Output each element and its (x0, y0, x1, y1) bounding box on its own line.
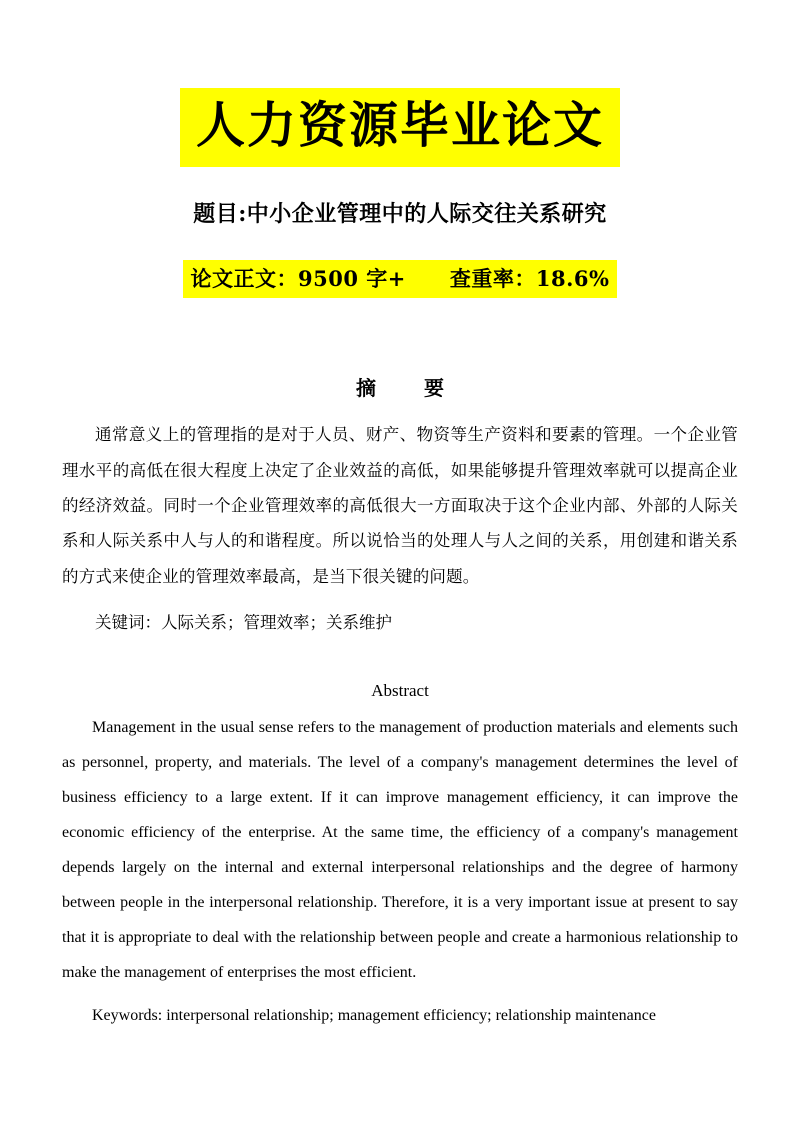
abstract-body-cn: 通常意义上的管理指的是对于人员、财产、物资等生产资料和要素的管理。一个企业管理水平的高低在很大程度上决定了企业效益的高低，如果能够提升管理效率就可以提高企业的经济效益。同时一个企业管理效率的高低很大一方面取决于这个企业内部、外部的人际关系和人际关系中人与人的和谐程度。所以说恰当的处理人与人之间的关系，用创建和谐关系的方式来使企业的管理效率最高，是当下很关键的问题。 (62, 425, 738, 586)
document-meta-block (62, 260, 738, 298)
keywords-en: Keywords: interpersonal relationship; management efficiency; relationship maintenance (92, 1007, 656, 1025)
abstract-heading-en: Abstract (371, 681, 429, 701)
similarity-rate-label: 查重率：18.6% (449, 266, 610, 292)
word-count-label: 论文正文：9500 字+ (190, 266, 406, 292)
document-meta-highlight (183, 260, 618, 298)
keywords-cn: 关键词：人际关系；管理效率；关系维护 (95, 613, 392, 633)
document-title: 人力资源毕业论文 (180, 88, 620, 167)
title-block (62, 88, 738, 167)
abstract-body-en: Management in the usual sense refers to the management of production materials and elements such as personnel, property, and materials. The level of a company's management determines the level of business efficiency to a large extent. If it can improve management efficiency, it can improve the economic efficiency of the enterprise. At the same time, the efficiency of a company's management depends largely on the internal and external interpersonal relationships and the degree of harmony between people in the interpersonal relationship. Therefore, it is a very important issue at present to say that it is appropriate to deal with the relationship between people and create a harmonious relationship to make the management of enterprises the most efficient. (62, 719, 738, 981)
document-subtitle: 题目:中小企业管理中的人际交往关系研究 (193, 201, 607, 228)
abstract-heading-cn: 摘 要 (356, 376, 458, 401)
